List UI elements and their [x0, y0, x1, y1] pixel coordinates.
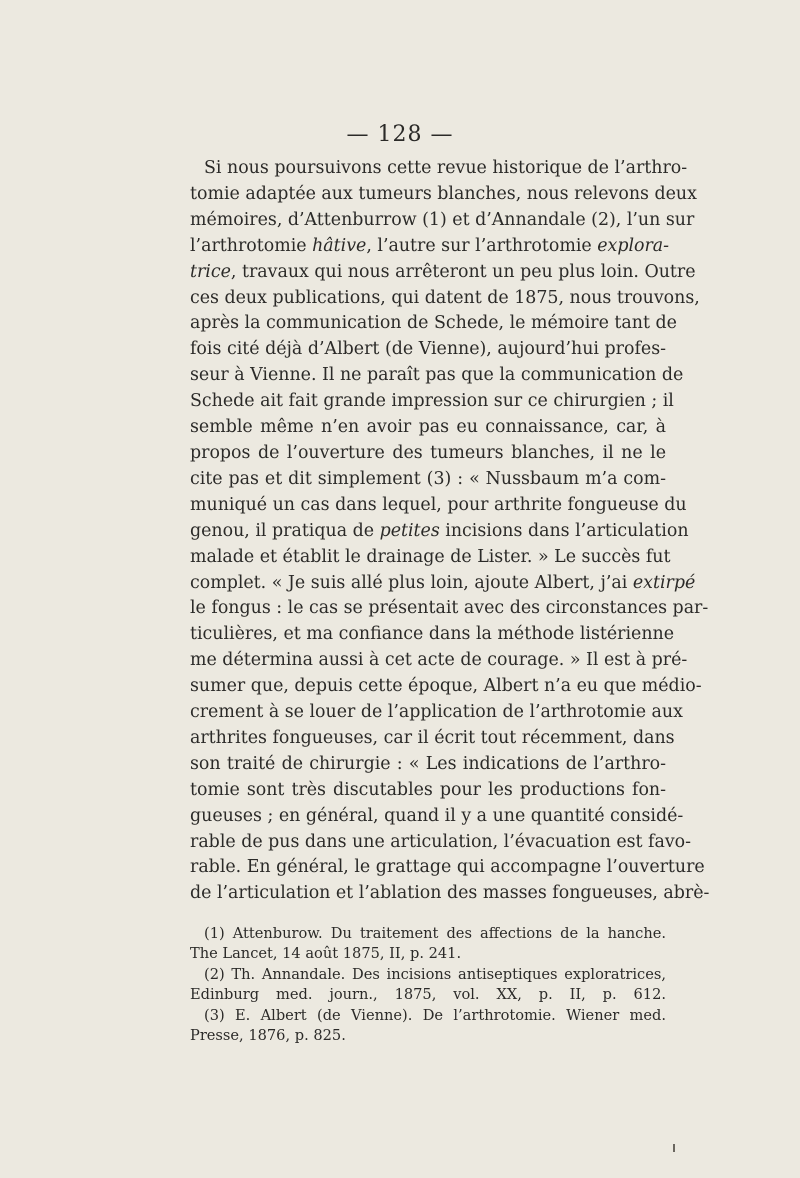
main-text — [190, 156, 710, 907]
italic-term: trice — [190, 261, 231, 282]
footnotes — [190, 924, 666, 1046]
text-run: complet. « Je suis allé plus loin, ajoute Albert, j’ai — [190, 572, 633, 593]
text-run: incisions dans l’articulation — [439, 520, 689, 541]
text-line: seur à Vienne. Il ne paraît pas que la communication de — [190, 365, 684, 386]
text-run: l’arthrotomie — [190, 235, 313, 256]
footnote-line: Presse, 1876, p. 825. — [190, 1027, 346, 1045]
italic-term: petites — [379, 520, 440, 541]
text-line: tomie sont très discutables pour les productions fon- — [190, 779, 666, 800]
text-line: me détermina aussi à cet acte de courage. » Il est à pré- — [190, 650, 688, 671]
text-line: son traité de chirurgie : « Les indications de l’arthro- — [190, 753, 666, 774]
text-line: semble même n’en avoir pas eu connaissance, car, à — [190, 417, 666, 438]
footnote-line: (3) E. Albert (de Vienne). De l’arthrotomie. Wiener med. — [204, 1006, 666, 1024]
text-line: Si nous poursuivons cette revue historique de l’arthro- — [204, 158, 688, 178]
page-number: — 128 — — [346, 122, 454, 147]
italic-term: explora- — [597, 235, 670, 256]
text-line: le fongus : le cas se présentait avec des circonstances par- — [190, 598, 709, 619]
text-line: après la communication de Schede, le mémoire tant de — [190, 313, 677, 334]
paper-speck — [673, 1144, 675, 1152]
text-line: crement à se louer de l’application de l’arthrotomie aux — [190, 702, 683, 723]
text-line: rable de pus dans une articulation, l’évacuation est favo- — [190, 831, 692, 852]
text-line: sumer que, depuis cette époque, Albert n’a eu que médio- — [190, 676, 702, 697]
text-line: Schede ait fait grande impression sur ce chirurgien ; il — [190, 391, 674, 412]
text-line: de l’articulation et l’ablation des masses fongueuses, abrè- — [190, 883, 710, 904]
footnote-line: (1) Attenburow. Du traitement des affections de la hanche. — [204, 925, 666, 942]
text-line: propos de l’ouverture des tumeurs blanches, il ne le — [190, 442, 666, 463]
footnote-line: Edinburg med. journ., 1875, vol. XX, p. II, p. 612. — [190, 986, 666, 1004]
text-line — [190, 571, 696, 597]
text-line: arthrites fongueuses, car il écrit tout récemment, dans — [190, 727, 675, 748]
text-line — [190, 234, 670, 260]
text-line: gueuses ; en général, quand il y a une quantité considé- — [190, 805, 684, 826]
text-line: tomie adaptée aux tumeurs blanches, nous relevons deux — [190, 183, 697, 204]
text-line: malade et établit le drainage de Lister. » Le succès fut — [190, 546, 671, 567]
text-run: , l’autre sur l’arthrotomie — [366, 235, 598, 256]
italic-term: hâtive — [312, 235, 367, 256]
text-line: cite pas et dit simplement (3) : « Nussbaum m’a com- — [190, 468, 666, 489]
text-run: , travaux qui nous arrêteront un peu plus loin. Outre — [230, 261, 696, 282]
text-line: mémoires, d’Attenburrow (1) et d’Annandale (2), l’un sur — [190, 209, 695, 230]
footnote-line: (2) Th. Annandale. Des incisions antiseptiques exploratrices, — [204, 965, 666, 983]
text-line: rable. En général, le grattage qui accompagne l’ouverture — [190, 857, 705, 878]
text-line: ticulières, et ma confiance dans la méthode listérienne — [190, 624, 675, 645]
text-line: fois cité déjà d’Albert (de Vienne), aujourd’hui profes- — [190, 339, 666, 360]
text-line: muniqué un cas dans lequel, pour arthrite fongueuse du — [190, 494, 687, 515]
text-line: ces deux publications, qui datent de 1875, nous trouvons, — [190, 287, 700, 308]
footnote-line: The Lancet, 14 août 1875, II, p. 241. — [190, 945, 462, 963]
text-line — [190, 519, 689, 545]
text-run: genou, il pratiqua de — [190, 520, 380, 541]
text-line — [190, 260, 696, 286]
italic-term: extirpé — [632, 572, 696, 593]
